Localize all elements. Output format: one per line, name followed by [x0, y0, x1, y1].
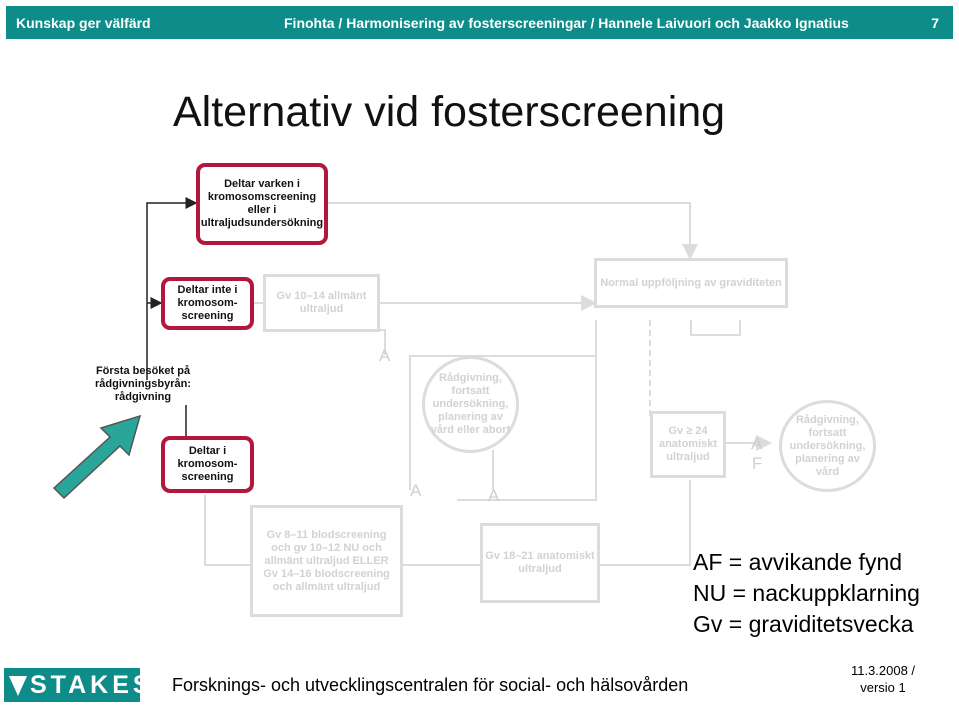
- node-gv-18-21: [480, 523, 600, 603]
- node-counselling-care-text: Rådgivning, fortsatt undersökning, planering av vård: [789, 413, 866, 478]
- stakes-logo: [4, 668, 154, 702]
- node-counselling-care: [779, 400, 876, 492]
- stakes-emblem-icon: [7, 668, 29, 702]
- stakes-logo-text: STAKES: [30, 671, 154, 699]
- node-counselling-abortion: [422, 356, 519, 453]
- footer-date-version: [838, 662, 928, 696]
- label-af-a: A: [751, 434, 763, 453]
- header-center: Finohta / Harmonisering av fosterscreeningar / Hannele Laivuori och Jaakko Ignatius: [284, 15, 849, 31]
- node-no-chromosome-screening: [161, 277, 254, 330]
- page-title: Alternativ vid fosterscreening: [173, 88, 726, 136]
- label-a-right: A: [488, 486, 500, 505]
- footer-version: versio 1: [860, 680, 906, 695]
- node-normal-followup: [594, 258, 788, 308]
- node-first-visit: [95, 360, 191, 408]
- node-counselling-abortion-text: Rådgivning, fortsatt undersökning, planering av vård eller abort: [430, 372, 511, 436]
- node-chromosome-screening: [161, 436, 254, 493]
- page-number: 7: [931, 15, 939, 31]
- node-gv-18-21-text: Gv 18–21 anatomiskt ultraljud: [485, 550, 595, 575]
- highlight-arrow: [54, 416, 140, 498]
- node-gv-24: [650, 411, 726, 478]
- label-a-top: A: [379, 346, 391, 365]
- legend-af: AF = avvikande fynd: [693, 549, 903, 575]
- footer-org: Forsknings- och utvecklingscentralen för social- och hälsovården: [172, 675, 689, 695]
- label-a-left: A: [410, 481, 422, 500]
- label-af-f: F: [752, 454, 763, 473]
- node-normal-followup-text: Normal uppföljning av graviditeten: [600, 276, 782, 289]
- node-no-chromosome-screening-text: Deltar inte i kromosom-screening: [177, 284, 238, 322]
- node-blood-screening-text: Gv 8–11 blodscreening och gv 10–12 NU och allmänt ultraljud ELLER Gv 14–16 blodscreening och allmänt ultraljud: [263, 528, 390, 593]
- node-not-participating: [196, 163, 328, 245]
- node-not-participating-text: Deltar varken i kromosomscreening eller i ultraljudsundersökning: [200, 178, 324, 229]
- node-chromosome-screening-text: Deltar i kromosom-screening: [177, 445, 238, 483]
- node-blood-screening: [250, 505, 403, 617]
- header-left: Kunskap ger välfärd: [16, 15, 151, 31]
- legend-nu: NU = nackuppklarning: [693, 580, 920, 606]
- legend-gv: Gv = graviditetsvecka: [693, 611, 914, 637]
- node-gv-10-14: [263, 274, 380, 332]
- node-gv-24-text: Gv ≥ 24 anatomiskt ultraljud: [658, 425, 718, 463]
- node-gv-10-14-text: Gv 10–14 allmänt ultraljud: [276, 290, 367, 315]
- footer-date: 11.3.2008 /: [850, 663, 916, 678]
- node-first-visit-text: Första besöket på rådgivningsbyrån: rådgivning: [95, 364, 191, 403]
